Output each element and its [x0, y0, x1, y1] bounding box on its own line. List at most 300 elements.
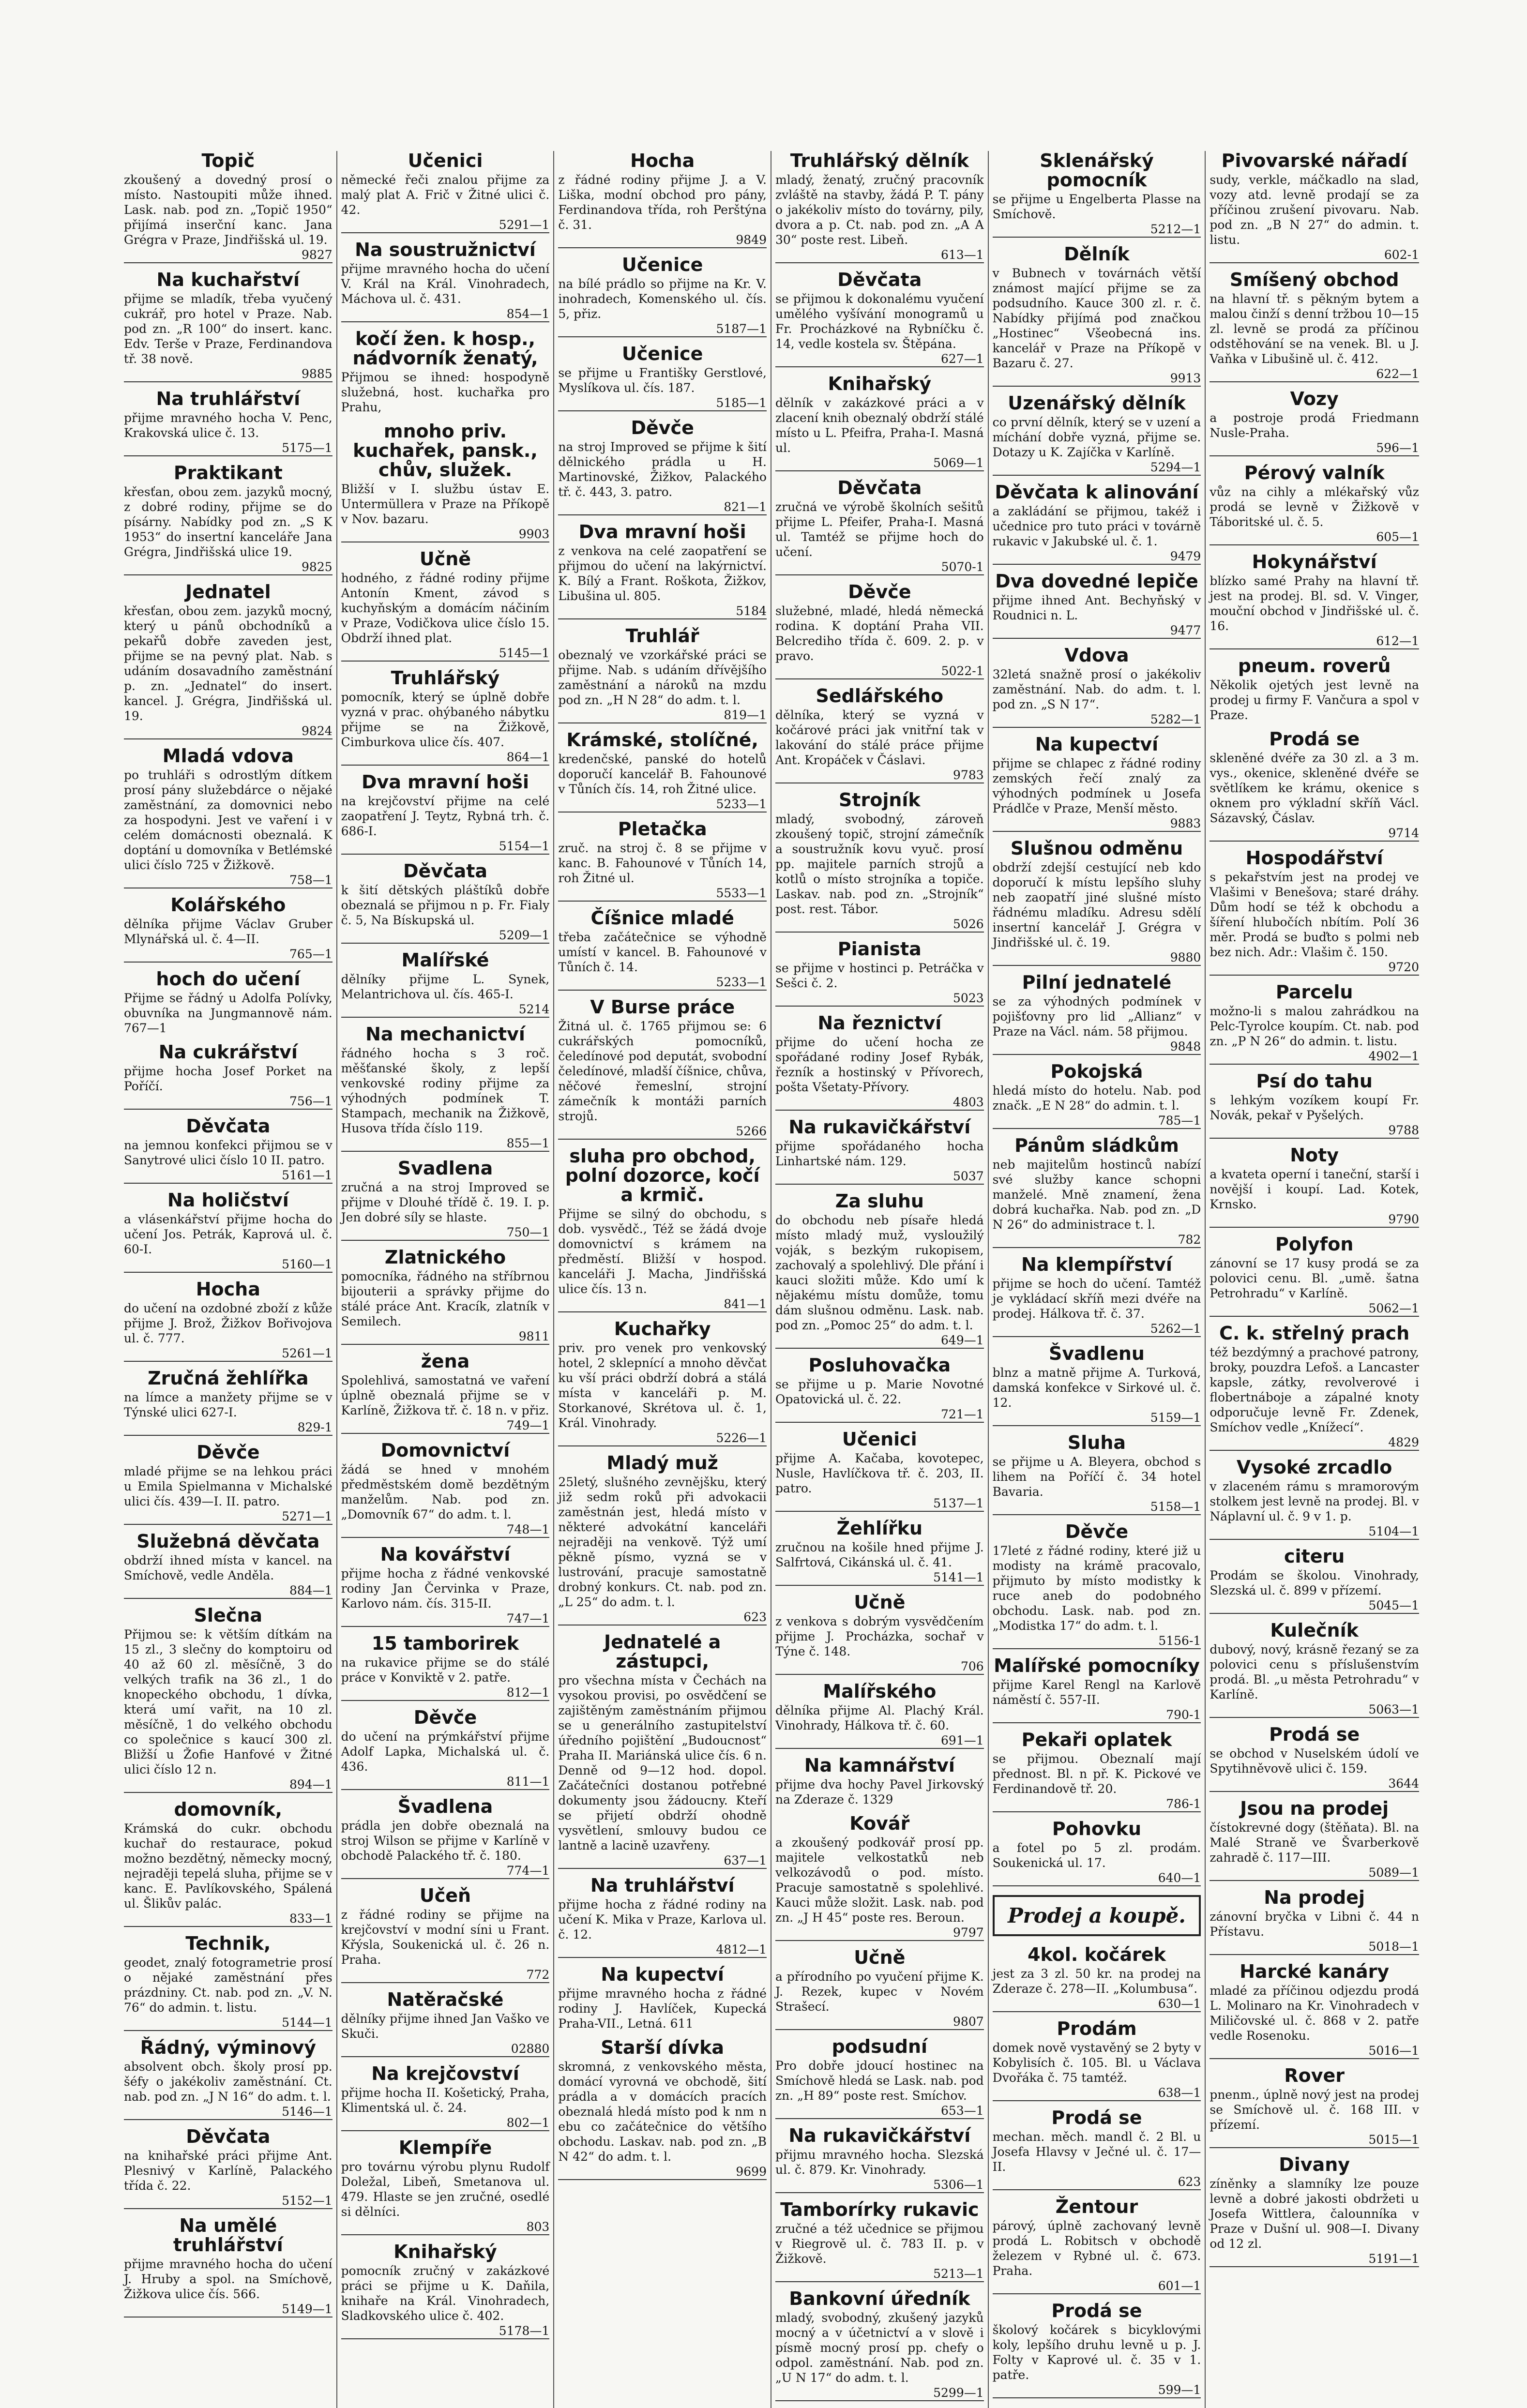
ad-heading: Na kuchařství: [156, 269, 300, 290]
ad-number: 5233—1: [558, 975, 767, 991]
ad-body: zručnou na košile hned přijme J. Salfrtová, Cikánská ul. č. 41.: [775, 1540, 984, 1569]
ad-heading: Učně: [419, 548, 471, 570]
ad-heading: Učně: [854, 1592, 906, 1613]
ad-heading: Na kupectví: [601, 1964, 724, 1985]
ad-number: 706: [775, 1659, 984, 1675]
ad-number: 5089—1: [1210, 1865, 1419, 1881]
ad-heading: Malířské pomocníky: [994, 1655, 1200, 1676]
ad-body: se přijme u Engelberta Plasse na Smíchově.: [992, 192, 1201, 221]
ad-number: 5212—1: [993, 222, 1201, 238]
ad-body: čístokrevné dogy (štěňata). Bl. na Malé Straně ve Švarberkově zahradě č. 117—III.: [1210, 1821, 1419, 1865]
ad-heading: Děvče: [197, 1442, 260, 1463]
classified-ad: [124, 1800, 333, 1927]
ad-body: do obchodu neb písaře hledá místo mladý muž, vysloužilý voják, s bezkým rukopisem, zachovalý a spolehlivý. Dle přání i kauci složiti může. Kdo umí k nějakému místu domůže, tomu dám slušnou odměnu. Lask. nab. pod zn. „Pomoc 25“ do adm. t. l.: [775, 1213, 984, 1332]
classified-ad: [341, 151, 550, 233]
ad-number: 9479: [993, 549, 1201, 565]
ad-heading: Na mechanictví: [365, 1023, 525, 1045]
ad-body: dubový, nový, krásně řezaný se za polovici cenu s příslušenstvím prodá. Bl. „u města Petrohradu“ v Karlíně.: [1210, 1642, 1419, 1701]
ad-heading: Na cukrářství: [158, 1041, 298, 1063]
ad-number: 5294—1: [993, 460, 1201, 476]
ad-body: přijme ihned Ant. Bechyňský v Roudnici n. L.: [992, 593, 1201, 622]
ad-heading: Rover: [1284, 2065, 1345, 2086]
ad-number: 756—1: [124, 1094, 333, 1110]
classified-ad: [993, 646, 1201, 728]
ad-heading: Pokojská: [1050, 1061, 1143, 1082]
ad-body: se za výhodných podmínek v pojišťovny pro lid „Allianz“ v Praze na Václ. nám. 58 přijmou.: [992, 994, 1201, 1038]
classified-ad: [775, 1948, 984, 2030]
ad-body: zruč. na stroj č. 8 se přijme v kanc. B. Fahounové v Tůních 14, roh Žitné ul.: [558, 841, 767, 885]
ad-heading: Bankovní úředník: [789, 2288, 970, 2309]
ad-heading: Na truhlářství: [590, 1875, 735, 1896]
ad-body: přijme hocha Josef Porket na Poříčí.: [124, 1064, 333, 1093]
classified-ad: [558, 1453, 767, 1625]
ad-body: zánovní bryčka v Libni č. 44 n Přístavu.: [1210, 1910, 1419, 1939]
classified-ad: [993, 1136, 1201, 1248]
ad-number: 5026: [775, 917, 984, 933]
ad-body: z řádné rodiny se přijme na krejčovství v modní síni u Frant. Křýsla, Soukenická ul. č. 26 n. Praha.: [341, 1908, 550, 1967]
ad-number: 747—1: [341, 1611, 550, 1627]
ad-body: sudy, verkle, máčkadlo na slad, vozy atd. levně prodají se za příčinou zrušení pivovaru. Nab. pod zn. „B N 27“ do admin. t. listu.: [1210, 173, 1419, 247]
classified-ad: [1210, 552, 1419, 649]
ad-heading: Děvčata: [837, 269, 922, 290]
ad-heading: Děvče: [413, 1707, 477, 1728]
classified-ad: [341, 2242, 550, 2339]
ad-number: 884—1: [124, 1583, 333, 1599]
ad-body: školový kočárek s bicyklovými koly, lepšího druhu levně u p. J. Folty v Kaprové ul. č. 35 v 1. patře.: [992, 2323, 1201, 2382]
ad-number: 5159—1: [993, 1410, 1201, 1426]
ad-number: 4812—1: [558, 1942, 767, 1958]
ad-body: neb majitelům hostinců nabízí své služby kance schopni manželé. Mně znamení, žena dobrá kuchařka. Nab. pod zn. „D N 26“ do administrace t. l.: [992, 1158, 1201, 1232]
ad-heading: Dělník: [1064, 243, 1130, 265]
ad-body: Přijme se řádný u Adolfa Polívky, obuvníka na Jungmannově nám. 767—1: [124, 991, 333, 1035]
classified-ad: [124, 1606, 333, 1793]
ad-body: přijmu mravného hocha. Slezská ul. č. 879. Kr. Vinohrady.: [775, 2148, 984, 2177]
classified-ad: [1210, 1799, 1419, 1881]
classified-ad: [558, 418, 767, 515]
classified-ad: [993, 2197, 1201, 2294]
ad-body: přijme hocha z řádné venkovské rodiny Jan Červinka v Praze, Karlovo nám. čís. 315-II.: [341, 1566, 550, 1610]
classified-ad: [775, 2037, 984, 2119]
ad-heading: Slušnou odměnu: [1010, 838, 1183, 859]
ad-body: Přijmou se ihned: hospodyně služebná, host. kuchařka pro Prahu,: [341, 370, 550, 414]
ad-heading: pneum. roverů: [1238, 655, 1391, 677]
ad-heading: Hocha: [630, 150, 695, 171]
ad-body: a přírodního po vyučení přijme K. J. Rezek, kupec v Novém Strašecí.: [775, 1970, 984, 2014]
ad-heading: V Burse práce: [590, 996, 735, 1018]
ad-number: 5184: [558, 603, 767, 619]
ad-body: křesťan, obou zem. jazyků mocný, který u pánů obchodníků a pekařů dobře zaveden jest, přijme se na pevný plat. Nab. s udáním dosavadního zaměstnání p. zn. „Jednatel“ do insert. kancel. J. Grégra, Jindřišská ul. 19.: [124, 604, 333, 723]
ad-number: 9477: [993, 623, 1201, 639]
ad-body: 17leté z řádné rodiny, které již u modisty na krámě pracovalo, přijmuto by místo modistky k ruce aneb do podobného obchodu. Lask. nab. pod zn. „Modistka 17“ do adm. t. l.: [992, 1544, 1201, 1633]
ad-number: 5154—1: [341, 839, 550, 855]
ad-number: 4803: [775, 1095, 984, 1111]
classified-ad: [1210, 1324, 1419, 1451]
ad-number: 638—1: [993, 2085, 1201, 2101]
column-6: [1206, 151, 1423, 2408]
classified-ad: [341, 1248, 550, 1345]
ad-body: přijme mravného hocha do učení V. Král na Král. Vinohradech, Máchova ul. č. 431.: [341, 262, 550, 306]
ad-number: 02880: [341, 2041, 550, 2057]
ad-heading: Harcké kanáry: [1240, 1961, 1390, 1982]
ad-body: mechan. měch. mandl č. 2 Bl. u Josefa Hlavsy v Ječné ul. č. 17—II.: [992, 2130, 1201, 2174]
classified-ad: [124, 270, 333, 382]
ad-number: 622—1: [1210, 366, 1419, 382]
classified-ad: [775, 1682, 984, 1749]
ad-body: na rukavice přijme se do stálé práce v Konviktě v 2. patře.: [341, 1656, 550, 1685]
classified-ad: [775, 1519, 984, 1586]
ad-heading: Pekaři oplatek: [1021, 1729, 1172, 1750]
ad-heading: Pilní jednatelé: [1022, 972, 1172, 993]
classified-ad: [1210, 2155, 1419, 2267]
ad-number: 5145—1: [341, 646, 550, 662]
ad-heading: Řádný, výminový: [140, 2037, 317, 2058]
ad-number: 803: [341, 2219, 550, 2235]
ad-heading: Děvčata: [186, 2126, 271, 2147]
ad-number: 5282—1: [993, 712, 1201, 728]
ad-body: se přijme v hostinci p. Petráčka v Sešci č. 2.: [775, 961, 984, 990]
ad-heading: Na krejčovství: [371, 2063, 519, 2084]
ad-number: 833—1: [124, 1911, 333, 1927]
ad-number: 5149—1: [124, 2302, 333, 2318]
classified-ad: [124, 151, 333, 263]
classified-ad: [775, 374, 984, 471]
ad-body: z venkova s dobrým vysvědčením přijme J. Procházka, sochař v Týne č. 148.: [775, 1614, 984, 1658]
ad-number: 765—1: [124, 947, 333, 963]
ad-body: dělníka přijme Václav Gruber Mlynářská ul. č. 4—II.: [124, 917, 333, 946]
ad-heading: Švadlena: [397, 1796, 493, 1817]
ad-number: 9811: [341, 1329, 550, 1345]
classified-ad: [993, 151, 1201, 238]
ad-heading: Na rukavičkářství: [788, 1116, 971, 1138]
ad-body: blnz a matně přijme A. Turková, damská konfekce v Sirkové ul. č. 12.: [992, 1366, 1201, 1410]
ad-heading: Na kupectví: [1035, 734, 1159, 755]
ad-body: na hlavní tř. s pěkným bytem a malou činží s denní tržbou 10—15 zl. levně se prodá za příčinou odstěhování se na venek. Bl. u J. Vaňka v Libušině ul. č. 412.: [1210, 292, 1419, 366]
ad-body: a fotel po 5 zl. prodám. Soukenická ul. 17.: [992, 1841, 1201, 1870]
ad-number: 9883: [993, 816, 1201, 832]
ad-body: přijme mravného hocha do učení J. Hruby a spol. na Smíchově, Žižkova ulice čís. 566.: [124, 2257, 333, 2301]
ad-number: 9783: [775, 768, 984, 783]
ad-number: 750—1: [341, 1225, 550, 1241]
ad-body: přijme hocha z řádné rodiny na učení K. Mika v Praze, Karlova ul. č. 12.: [558, 1897, 767, 1941]
classified-ad: [1210, 270, 1419, 382]
classified-ad: [993, 839, 1201, 966]
ad-heading: Prodá se: [1269, 1724, 1360, 1745]
ad-body: Přijme se silný do obchodu, s dob. vysvědč., Též se žádá dvoje domovnictví s krámem na předměstí. Bližší v hospod. kanceláři J. Macha, Jindřišská ulice čís. 13 n.: [558, 1207, 767, 1296]
ad-heading: Na klempířství: [1021, 1254, 1172, 1275]
ad-body: skromná, z venkovského města, domácí vyrovná ve obchodě, šití prádla a v domácích pracích obeznalá hledá místo pod k nm n ebu co začátečnice do většího obchodu. Laskav. nab. pod zn. „B N 42“ do adm. t. l.: [558, 2060, 767, 2164]
ad-body: pomocník, který se úplně dobře vyzná v prac. ohýbaného nábytku přijme se na Žižkově, Cimburkova ulice čís. 407.: [341, 690, 550, 749]
ad-heading: Pohovku: [1052, 1818, 1142, 1839]
ad-body: co první dělník, který se v uzení a míchání dobře vyzná, přijme se. Dotazy u K. Zajíčka v Karlíně.: [992, 415, 1201, 459]
classified-ad: [775, 270, 984, 367]
classified-ad: [775, 478, 984, 575]
ad-body: 25letý, slušného zevnějšku, který již sedm roků při advokacii zaměstnán jest, hledá místo v některé advokátní kanceláři nejraději na venkově. Týž umí pěkně písmo, vyzná se v lustrování, pracuje samostatně drobný konkurs. Ct. nab. pod zn. „L 25“ do adm. t. l.: [558, 1475, 767, 1609]
ad-number: 749—1: [341, 1418, 550, 1434]
classified-ad: [558, 908, 767, 991]
ad-heading: Jsou na prodej: [1240, 1798, 1389, 1819]
classified-ad: [341, 549, 550, 662]
ad-heading: Zručná žehlířka: [148, 1368, 309, 1389]
ad-number: 5161—1: [124, 1168, 333, 1184]
ad-heading: Natěračské: [387, 1989, 504, 2010]
section-banner: Prodej a koupě.: [993, 1895, 1201, 1936]
ad-body: přijme A. Kačaba, kovotepec, Nusle, Havlíčkova tř. č. 203, II. patro.: [775, 1451, 984, 1495]
ad-number: 653—1: [775, 2103, 984, 2119]
ad-number: 785—1: [993, 1113, 1201, 1129]
ad-body: z venkova na celé zaopatření se přijmou do učení na lakýrnictví. K. Bílý a Frant. Roškota, Žižkov, Libušina ul. 805.: [558, 544, 767, 603]
classified-ad: [1210, 656, 1419, 722]
ad-body: pomocníka, řádného na stříbrnou bijouterii a správky přijme do stálé práce Ant. Kracík, zlatník v Semilech.: [341, 1269, 550, 1328]
ad-number: 627—1: [775, 351, 984, 367]
ad-body: služebné, mladé, hledá německá rodina. K doptání Praha VII. Belcrediho třída č. 609. 2. p. v pravo.: [775, 604, 984, 663]
classified-ad: [341, 240, 550, 322]
classified-ad: [1210, 982, 1419, 1065]
ad-number: 5266: [558, 1124, 767, 1140]
classified-ad: [341, 1990, 550, 2057]
classified-ad: [124, 2127, 333, 2209]
ad-body: řádného hocha s 3 roč. měšťanské školy, z lepší venkovské rodiny přijme za výhodných podmínek T. Stampach, mechanik na Žižkově, Husova třída číslo 119.: [341, 1046, 550, 1135]
ad-body: přijme se mladík, třeba vyučený cukrář, pro hotel v Praze. Nab. pod zn. „R 100“ do insert. kanc. Edv. Terše v Praze, Ferdinandova tř. 38 nově.: [124, 292, 333, 366]
ad-body: geodet, znalý fotogrametrie prosí o nějaké zaměstnání přes prázdniny. Ct. nab. pod zn. „V. N. 76“ do admin. t. listu.: [124, 1956, 333, 2015]
ad-number: 9913: [993, 371, 1201, 387]
ad-body: a vlásenkářství přijme hocha do učení Jos. Petrák, Kaprová ul. č. 60-I.: [124, 1212, 333, 1256]
ad-heading: Děvče: [631, 417, 694, 438]
classified-ad: [775, 790, 984, 933]
ad-body: se obchod v Nuselském údolí ve Spytihněvově ulici č. 159.: [1210, 1746, 1419, 1776]
ad-number: 790-1: [993, 1707, 1201, 1723]
ad-heading: Dva mravní hoši: [578, 521, 746, 542]
ad-heading: Na kamnářství: [804, 1755, 955, 1776]
ad-body: vůz na cihly a mlékařský vůz prodá se levně v Žižkově v Táboritské ul. č. 5.: [1210, 485, 1419, 529]
newspaper-page: [120, 150, 1423, 2400]
ad-number: 5226—1: [558, 1430, 767, 1446]
ad-body: priv. pro venek pro venkovský hotel, 2 sklepnící a mnoho děvčat ku vší práci obdrží dobrá a stálá místa v kanceláři p. M. Storkanové, Skrétova ul. č. 1, Král. Vinohrady.: [558, 1341, 767, 1430]
classified-ad: [775, 1191, 984, 1349]
classified-ad: [993, 393, 1201, 476]
ad-body: a postroje prodá Friedmann Nusle-Praha.: [1210, 411, 1419, 440]
classified-ad: [993, 2019, 1201, 2101]
ad-body: přijme spořádaného hocha Linhartské nám. 129.: [775, 1139, 984, 1168]
ad-body: třeba začátečnice se výhodně umístí v kancel. B. Fahounové v Tůních č. 14.: [558, 930, 767, 974]
ad-heading: Pivovarské nářadí: [1221, 150, 1407, 171]
ad-body: Přijmou se: k větším dítkám na 15 zl., 3 slečny do komptoiru od 40 až 60 zl. měsíčně, 3 do velkých trafik na 36 zl., 1 do knopeckého obchodu, 1 dívka, která umí vařit, na 10 zl. měsíčně, 1 do velkého obchodu co společnice s kaucí 300 zl. Bližší u Žofie Hanfové v Žitné ulici číslo 12 n.: [124, 1627, 333, 1776]
ad-body: přijme do učení hocha ze spořádané rodiny Josef Rybák, řezník a hostinský v Přívorech, pošta Všetaty-Přívory.: [775, 1035, 984, 1094]
ad-body: Bližší v I. službu ústav E. Untermüllera v Praze na Příkopě v Nov. bazaru.: [341, 482, 550, 526]
classified-ad: [775, 2200, 984, 2282]
ad-heading: Polyfon: [1275, 1234, 1354, 1255]
ad-body: po truhláři s odrostlým dítkem prosí pány služebdárce o nějaké zaměstnání, za domovnici nebo za hospodyni. Jest ve vaření i v celém domácnosti obeznalá. K doptání u domovníka v Betlémské ulici číslo 725 v Žižkově.: [124, 768, 333, 872]
ad-body: pro továrnu výrobu plynu Rudolf Doležal, Libeň, Smetanova ul. 479. Hlaste se jen zručné, osedlé si dělníci.: [341, 2160, 550, 2219]
ad-heading: Truhlářský: [391, 667, 500, 689]
ad-number: 5233—1: [558, 797, 767, 813]
ad-body: mladý, svobodný, zkušený jazyků mocný a v účetnictví a v slově i písmě mocný prosí pp. chefy o odpol. zaměstnání. Nab. pod zn. „U N 17“ do adm. t. l.: [775, 2311, 984, 2385]
ad-body: v zlaceném rámu s mramorovým stolkem jest levně na prodej. Bl. v Náplavní ul. č. 9 v 1. p.: [1210, 1479, 1419, 1523]
ad-number: 786-1: [993, 1796, 1201, 1812]
ad-number: 612—1: [1210, 633, 1419, 649]
ad-body: pro všechna místa v Čechách na vysokou provisi, po osvědčení se zajištěným zaměstnáním přijmou se u generálního zastupitelství úředního pojištění „Budoucnost“ Praha II. Mariánská ulice čís. 6 n. Denně od 9—12 hod. dopol. Začátečníci dostanou potřebné dokumenty jsou žádoucny. Kteří se přijetí obdrží ohodně vysvětlení, smlouvy budou ce lantně a lacině uzavřeny.: [558, 1673, 767, 1852]
ad-body: mladé za příčinou odjezdu prodá L. Molinaro na Kr. Vinohradech v Miličovské ul. č. 868 v 2. patře vedle Rosenoku.: [1210, 1984, 1419, 2043]
ad-body: obdrží ihned místa v kancel. na Smíchově, vedle Anděla.: [124, 1553, 333, 1582]
classified-ad: [1210, 463, 1419, 545]
ad-heading: Učenici: [408, 150, 483, 171]
ad-number: 5185—1: [558, 395, 767, 411]
ad-body: se přijmou. Obeznalí mají přednost. Bl. n př. K. Pickové ve Ferdinandově tř. 20.: [992, 1752, 1201, 1796]
classified-ad: [341, 1441, 550, 1538]
ad-heading: Na kovářství: [380, 1544, 511, 1565]
classified-ad: [124, 2216, 333, 2318]
ad-heading: Domovnictví: [380, 1440, 510, 1461]
classified-ad: [124, 746, 333, 888]
ad-number: 5141—1: [775, 1570, 984, 1586]
ad-body: kredenčské, panské do hotelů doporučí kancelář B. Fahounové v Tůních čís. 14, roh Žitné ulice.: [558, 752, 767, 796]
ad-number: 9790: [1210, 1212, 1419, 1228]
ad-number: 854—1: [341, 306, 550, 322]
ad-number: 5160—1: [124, 1257, 333, 1273]
classified-ad: [1210, 151, 1419, 263]
ad-number: 812—1: [341, 1685, 550, 1701]
classified-ad: [341, 668, 550, 766]
ad-heading: Prodá se: [1051, 2107, 1142, 2128]
ad-heading: Kovář: [849, 1813, 910, 1834]
ad-heading: Sedlářského: [816, 685, 944, 707]
ad-number: 811—1: [341, 1774, 550, 1790]
classified-ad: [993, 572, 1201, 639]
classified-ad: [775, 151, 984, 263]
ad-heading: Mladý muž: [606, 1452, 718, 1474]
ad-body: zručné a též učednice se přijmou v Riegrově ul. č. 783 II. p. v Žižkově.: [775, 2222, 984, 2266]
ad-heading: Prodá se: [1269, 728, 1360, 750]
classified-ad: [558, 730, 767, 813]
ad-number: 640—1: [993, 1870, 1201, 1886]
ad-heading: podsudní: [832, 2036, 928, 2057]
ad-number: 630—1: [993, 1996, 1201, 2012]
ad-body: se přijme u A. Bleyera, obchod s lihem na Poříčí č. 34 hotel Bavaria.: [992, 1455, 1201, 1499]
ad-heading: Hokynářství: [1252, 551, 1377, 572]
ad-heading: Hospodářství: [1245, 847, 1383, 869]
ad-number: 9797: [775, 1925, 984, 1941]
ad-body: hodného, z řádné rodiny přijme Antonín Kment, závod s kuchyňským a domácím náčiním v Praze, Vodičkova ulice číslo 15. Obdrží ihned plat.: [341, 571, 550, 645]
ad-heading: Dva mravní hoši: [361, 771, 529, 793]
ad-body: skleněné dvéře za 30 zl. a 3 m. vys., okenice, skleněné dvéře se světlíkem ke krámu, okenice s oknem pro výkladní skříň Václ. Sázavský, Čáslav.: [1210, 751, 1419, 825]
ad-number: 5209—1: [341, 928, 550, 944]
ad-heading: Na soustružnictví: [355, 239, 536, 260]
ad-heading: Děvčata: [837, 477, 922, 498]
ad-body: dělníky přijme ihned Jan Vaško ve Skuči.: [341, 2012, 550, 2041]
ad-heading: Na holičství: [167, 1189, 289, 1211]
ad-number: 5016—1: [1210, 2043, 1419, 2059]
ad-heading: Švadlenu: [1049, 1343, 1145, 1364]
ad-heading: Děvče: [1065, 1521, 1129, 1542]
classified-ad: [1210, 1962, 1419, 2059]
ad-body: párový, úplně zachovaný levně prodá L. Robitsch v obchodě železem v Rybné ul. č. 673. Praha.: [992, 2219, 1201, 2278]
ad-number: 5306—1: [775, 2177, 984, 2193]
ad-body: pomocník zručný v zakázkové práci se přijme u K. Daňila, knihaře na Král. Vinohradech, Sladkovského ulice č. 402.: [341, 2264, 550, 2323]
ad-heading: Posluhovačka: [808, 1354, 951, 1376]
ad-heading: domovník,: [174, 1799, 283, 1820]
ad-heading: Malířské: [401, 949, 489, 971]
ad-heading: Učenice: [621, 254, 703, 275]
ad-body: na stroj Improved se přijme k šití dělnického prádla u H. Martinovské, Žižkov, Palackého tř. č. 443, 3. patro.: [558, 440, 767, 499]
ad-number: 5299—1: [775, 2385, 984, 2401]
ad-body: zánovní se 17 kusy prodá se za polovici cenu. Bl. „umě. šatna Petrohradu“ v Karlíně.: [1210, 1256, 1419, 1300]
classified-ad: [124, 389, 333, 456]
classified-ad: [124, 2038, 333, 2120]
ad-body: mladé přijme se na lehkou práci u Emila Spielmanna v Michalské ulici čís. 439—I. II. patro.: [124, 1464, 333, 1508]
classified-ad: [1210, 1234, 1419, 1317]
ad-heading: žena: [421, 1351, 470, 1372]
ad-body: dělníky přijme L. Synek, Melantrichova ul. čís. 465-I.: [341, 972, 550, 1001]
classified-ad: [993, 1730, 1201, 1812]
ad-heading: Praktikant: [173, 462, 283, 483]
ad-heading: C. k. střelný prach: [1219, 1323, 1410, 1344]
ad-number: 5214: [341, 1002, 550, 1018]
ad-number: 721—1: [775, 1407, 984, 1423]
ad-heading: Divany: [1279, 2154, 1350, 2175]
classified-ad: [341, 950, 550, 1018]
ad-number: 758—1: [124, 873, 333, 888]
ad-heading: Strojník: [838, 789, 921, 811]
ad-body: obeznalý ve vzorkářské práci se přijme. Nab. s udáním dřívějšího zaměstnání a nároků na mzdu pod zn. „H N 28“ do adm. t. l.: [558, 648, 767, 707]
ad-number: 9699: [558, 2164, 767, 2180]
ad-body: dělníka přijme Al. Plachý Král. Vinohrady, Hálkova tř. č. 60.: [775, 1703, 984, 1732]
ad-heading: Učeň: [419, 1885, 471, 1906]
classified-ad: [341, 421, 550, 542]
ad-heading: Na prodej: [1264, 1887, 1365, 1908]
ad-body: pnenm., úplně nový jest na prodej se Smíchově ul. č. 168 III. v přízemí.: [1210, 2088, 1419, 2132]
classified-ad: [775, 1355, 984, 1423]
classified-ad: [558, 819, 767, 902]
ad-body: na krejčovství přijme na celé zaopatření J. Teytz, Rybná trh. č. 686-I.: [341, 794, 550, 838]
ad-body: a kvateta operní i taneční, starší i novější i koupí. Lad. Kotek, Krnsko.: [1210, 1167, 1419, 1211]
ad-number: 5191—1: [1210, 2251, 1419, 2267]
ad-heading: Na rukavičkářství: [788, 2125, 971, 2146]
ad-heading: sluha pro obchod, polní dozorce, kočí a krmič.: [565, 1145, 760, 1205]
ad-number: 5146—1: [124, 2104, 333, 2120]
ad-heading: Knihařský: [828, 373, 932, 394]
ad-body: žádá se hned v mnohém předměstském domě bezdětným manželům. Nab. pod zn. „Domovník 67“ do adm. t. l.: [341, 1462, 550, 1521]
ad-number: 5144—1: [124, 2015, 333, 2031]
ad-heading: Učně: [854, 1947, 906, 1968]
ad-body: obdrží zdejší cestující neb kdo doporučí k místu lepšího sluhy neb zaopatří jiné slušné místo řádnému mladíku. Adresu sdělí insertní kancelář J. Grégra v Jindřišské ul. č. 19.: [992, 860, 1201, 949]
ad-body: křesťan, obou zem. jazyků mocný, z dobré rodiny, přijme se do písárny. Nabídky pod zn. „S K 1953“ do insertní kanceláře Jana Grégra, Jindřišská ulice 19.: [124, 485, 333, 559]
ad-number: 5156-1: [993, 1633, 1201, 1649]
ad-heading: mnoho priv. kuchařek, pansk., chův, služek.: [353, 421, 538, 481]
ad-number: 5152—1: [124, 2193, 333, 2209]
ad-number: 3644: [1210, 1776, 1419, 1792]
ad-number: 602-1: [1210, 247, 1419, 263]
ad-heading: Služebná děvčata: [136, 1531, 320, 1552]
classified-ad: [558, 2038, 767, 2180]
ad-heading: Hocha: [196, 1279, 260, 1300]
classified-ad: [1210, 848, 1419, 976]
classified-ad: [775, 582, 984, 679]
ad-heading: Číšnice mladé: [590, 907, 734, 929]
ad-heading: Žehlířku: [836, 1518, 923, 1539]
ad-heading: Pánům sládkům: [1014, 1135, 1179, 1156]
ad-number: 782: [993, 1232, 1201, 1248]
ad-heading: Děvčata: [403, 860, 488, 882]
ad-number: 5187—1: [558, 321, 767, 337]
ad-heading: Uzenářský dělník: [1008, 392, 1186, 414]
classified-ad: [1210, 729, 1419, 842]
classified-ad: [124, 1116, 333, 1184]
ad-heading: Jednatel: [185, 581, 271, 602]
classified-ad: [124, 895, 333, 963]
ad-number: 5023: [775, 991, 984, 1007]
classified-ad: [1210, 1621, 1419, 1718]
classified-ad: [558, 344, 767, 411]
classified-ad: [124, 1279, 333, 1362]
